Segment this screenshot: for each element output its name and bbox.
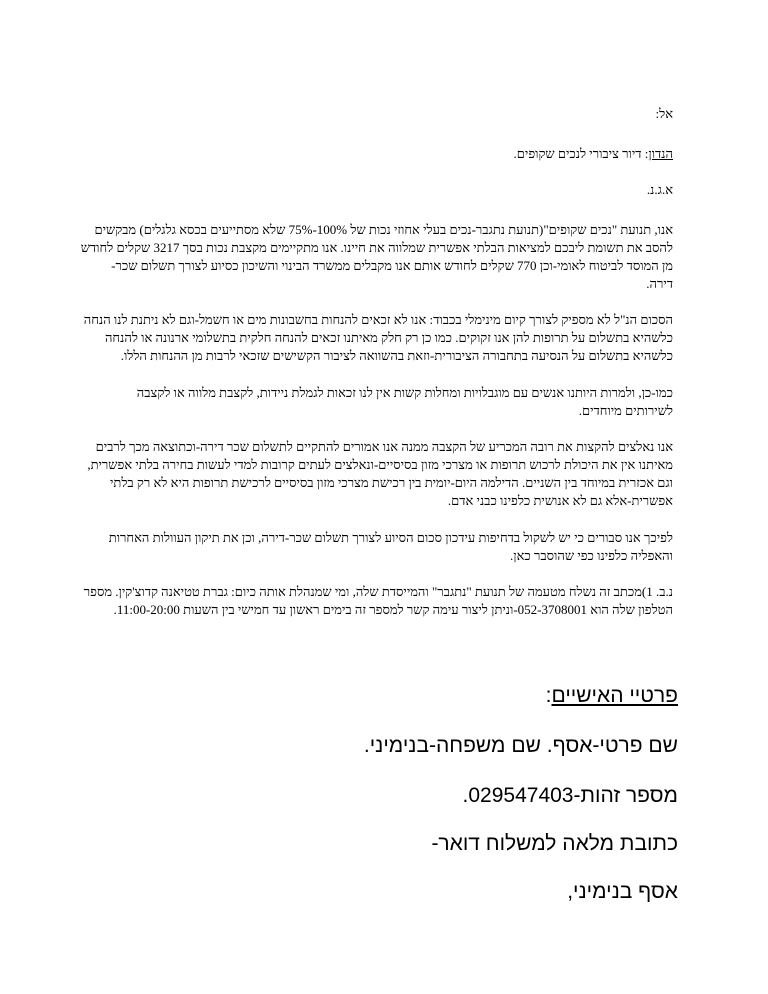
greeting-line — [93, 181, 673, 199]
subject-label: הנדון — [648, 146, 673, 161]
address-label: כתובת מלאה למשלוח דואר- — [431, 832, 678, 855]
paragraph-line: אנו נאלצים להקצות את רובה המכריע של הקצבה ממנה אנו אמורים להתקיים לתשלום שכר דירה-וכתוצאה מכך לרבים — [95, 439, 673, 454]
address-name: אסף בנימיני, — [567, 880, 678, 903]
paragraph-line: הטלפון שלה הוא 052-3708001-וניתן ליצור עימה קשר למספר זה בימים ראשון עד חמישי בין השעות 11:00-20:00. — [113, 602, 673, 617]
paragraph-line: אפשרית-אלא גם לא אנושית כלפינו כבני אדם. — [447, 493, 673, 508]
name-text: שם פרטי-אסף. שם משפחה-בנימיני. — [363, 734, 678, 757]
address-name-line — [78, 879, 678, 905]
paragraph-1 — [80, 221, 673, 293]
personal-details-heading — [78, 683, 678, 709]
paragraph-line: אנו, תנועת "נכים שקופים"(תנועת נתגבר-נכים בעלי אחוזי נכות של 100%-75% שלא מסתייעים בכסא גלגלים) מבקשים — [94, 222, 673, 237]
id-line — [78, 783, 678, 809]
paragraph-4 — [87, 438, 673, 510]
paragraph-line: הסכום הנ"ל לא מספיק לצורך קיום מינימלי בכבוד: אנו לא זכאים להנחות בחשבונות מים או חשמל-וגם לא ניתנת לנו הנחה — [83, 312, 673, 327]
paragraph-3 — [93, 384, 673, 420]
address-label-line — [78, 831, 678, 857]
paragraph-5 — [93, 529, 673, 565]
paragraph-line: דירה. — [646, 276, 673, 291]
paragraph-2 — [83, 311, 673, 365]
paragraph-line: כמו-כן, ולמרות היותנו אנשים עם מוגבלויות ומחלות קשות אין לנו זכאות לגמלת ניידות, לקצבת מלווה או לקצבה — [136, 385, 673, 400]
personal-heading-colon: : — [545, 684, 552, 707]
paragraph-line: כלשהיא בתשלום על תרופות להן אנו זקוקים. כמו כן רק חלק מאיתנו זכאים להנחה חלקית בתשלומי ארנונה או להנחה — [104, 330, 673, 345]
name-line — [78, 733, 678, 759]
personal-heading-text: פרטיי האישיים — [551, 684, 678, 707]
postscript — [83, 583, 673, 619]
paragraph-line: לשירותים מיוחדים. — [578, 403, 673, 418]
id-text: מספר זהות-029547403. — [462, 784, 678, 807]
paragraph-line: והאפליה כלפינו כפי שהוסבר כאן. — [510, 548, 673, 563]
paragraph-line: וגם אכזרית במיוחד בין השניים. הדילמה היום-יומית בין רכישת מצרכי מזון בסיסיים לרכישת תרופות היא לא רק בלתי — [109, 475, 673, 490]
paragraph-line: כלשהיא בתשלום על הנסיעה בתחבורה הציבורית-וזאת בהשוואה לציבור הקשישים שזכאי לרבות מן ההנחות הללו. — [120, 348, 673, 363]
greeting: א.ג.נ. — [646, 182, 673, 197]
paragraph-line: מן המוסד לביטוח לאומי-וכן 770 שקלים לחודש אותם אנו מקבלים ממשרד הבינוי והשיכון כסיוע לצורך תשלום שכר- — [111, 258, 673, 273]
subject-line — [93, 145, 673, 163]
paragraph-line: לפיכך אנו סבורים כי יש לשקול בדחיפות עידכון סכום הסיוע לצורך תשלום שכר-דירה, וכן את תיקון העוולות האחרות — [108, 530, 673, 545]
paragraph-line: להסב את תשומת ליבכם למציאות הבלתי אפשרית שמלווה את חיינו. אנו מתקיימים מקצבת נכות בסך 3217 שקלים לחודש — [80, 240, 673, 255]
paragraph-line: נ.ב. 1)מכתב זה נשלח מטעמה של תנועת "נתגבר" והמייסדת שלה, ומי שמנהלת אותה כיום: גברת טטיאנה קדוצ'קין. מספר — [83, 584, 673, 599]
recipient-line — [93, 105, 673, 123]
recipient-label: אל: — [655, 106, 673, 121]
subject-text: : דיור ציבורי לנכים שקופים. — [513, 146, 649, 161]
paragraph-line: מאיתנו אין את היכולת לרכוש תרופות או מצרכי מזון בסיסיים-ונאלצים לעתים קרובות למדי לעשות בחירה בלתי אפשרית, — [87, 457, 673, 472]
